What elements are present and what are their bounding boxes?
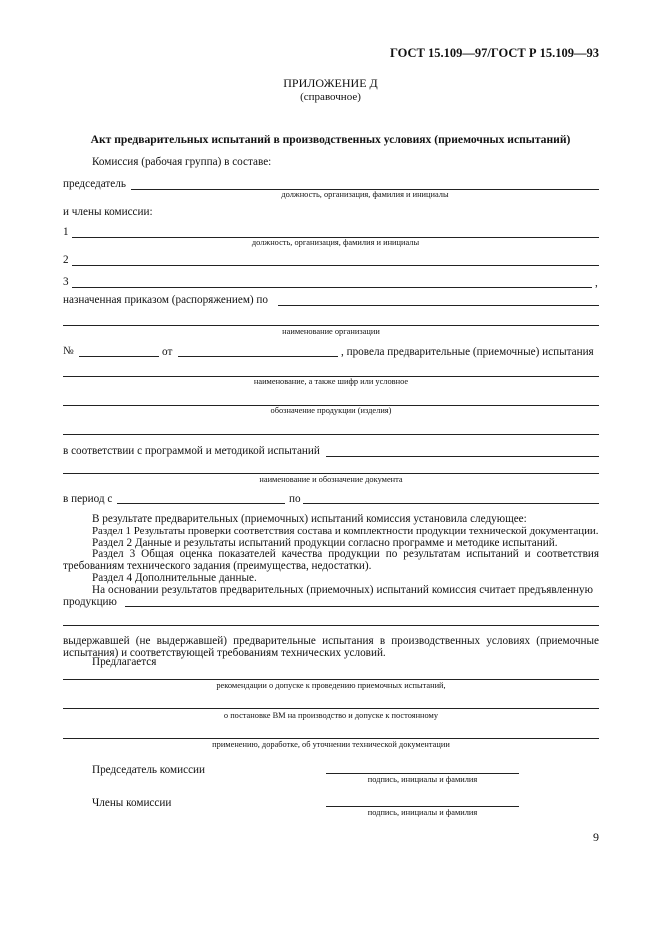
member-caption: должность, организация, фамилия и инициалы bbox=[251, 238, 420, 247]
number-line[interactable] bbox=[79, 356, 159, 357]
appendix-title: ПРИЛОЖЕНИЕ Д bbox=[283, 76, 378, 90]
section-1: Раздел 1 Результаты проверки соответствия состава и комплектности продукции технической документации. bbox=[92, 525, 599, 537]
program-label: в соответствии с программой и методикой испытаний bbox=[63, 445, 320, 457]
section-3: Раздел 3 Общая оценка показателей качества продукции по результатам испытаний и соответствия требованиям технического задания (преимущества, недостатки). bbox=[63, 548, 599, 573]
commission-intro: Комиссия (рабочая группа) в составе: bbox=[92, 156, 272, 168]
section-2: Раздел 2 Данные и результаты испытаний продукции согласно программе и методике испытаний. bbox=[92, 537, 558, 549]
appendix-subtitle: (справочное) bbox=[300, 91, 361, 103]
rec-caption: рекомендации о допуске к проведению приемочных испытаний, bbox=[216, 681, 446, 690]
chairman-caption: должность, организация, фамилия и инициалы bbox=[281, 190, 449, 199]
standard-code: ГОСТ 15.109—97/ГОСТ Р 15.109—93 bbox=[390, 46, 599, 60]
appointed-line[interactable] bbox=[278, 305, 599, 306]
prod-caption: о постановке ВМ на производство и допуске к постоянному bbox=[223, 711, 439, 720]
product-conclusion-line[interactable] bbox=[125, 606, 599, 607]
members-signature-line[interactable] bbox=[326, 806, 519, 807]
period-to-label: по bbox=[289, 493, 301, 505]
page-number: 9 bbox=[593, 830, 599, 844]
results-intro: В результате предварительных (приемочных) испытаний комиссия установила следующее: bbox=[92, 513, 527, 525]
member-1-number: 1 bbox=[63, 226, 69, 238]
members-signature-caption: подпись, инициалы и фамилия bbox=[367, 808, 478, 817]
doc-caption: наименование и обозначение документа bbox=[259, 475, 403, 484]
product-caption: обозначение продукции (изделия) bbox=[270, 406, 392, 415]
section-4: Раздел 4 Дополнительные данные. bbox=[92, 572, 257, 584]
program-line[interactable] bbox=[326, 456, 599, 457]
chairman-label: председатель bbox=[63, 178, 126, 190]
member-2-line[interactable] bbox=[72, 265, 599, 266]
document-line[interactable] bbox=[63, 473, 599, 474]
member-3-number: 3 bbox=[63, 276, 69, 288]
passed-text: выдержавшей (не выдержавшей) предварительные испытания в производственных условиях (приемочные испытания) и соответствующей требованиям технических условий. bbox=[63, 635, 599, 660]
members-label: и члены комиссии: bbox=[63, 206, 153, 218]
from-label: от bbox=[162, 346, 173, 358]
members-signature-label: Члены комиссии bbox=[92, 797, 172, 809]
org-caption: наименование организации bbox=[282, 327, 380, 336]
production-line[interactable] bbox=[63, 708, 599, 709]
date-line[interactable] bbox=[178, 356, 338, 357]
conducted-label: , провела предварительные (приемочные) испытания bbox=[341, 346, 594, 358]
proposed-label: Предлагается bbox=[92, 656, 157, 668]
extra-line[interactable] bbox=[63, 434, 599, 435]
conclusion-text: На основании результатов предварительных (приемочных) испытаний комиссия считает предъявленную продукцию bbox=[63, 584, 593, 609]
member-2-number: 2 bbox=[63, 254, 69, 266]
member-3-line[interactable] bbox=[72, 287, 592, 288]
org-line[interactable] bbox=[63, 325, 599, 326]
recommendation-line[interactable] bbox=[63, 679, 599, 680]
appointed-label: назначенная приказом (распоряжением) по bbox=[63, 294, 269, 306]
chairman-signature-line[interactable] bbox=[326, 773, 519, 774]
chairman-signature-caption: подпись, инициалы и фамилия bbox=[367, 775, 478, 784]
act-title: Акт предварительных испытаний в производственных условиях (приемочных испытаний) bbox=[90, 133, 571, 146]
period-label: в период с bbox=[63, 493, 113, 505]
conclusion-extra-line[interactable] bbox=[63, 625, 599, 626]
period-end-line[interactable] bbox=[303, 503, 599, 504]
number-label: № bbox=[63, 345, 74, 357]
use-caption: применению, доработке, об уточнении технической документации bbox=[212, 740, 450, 749]
period-start-line[interactable] bbox=[117, 503, 285, 504]
chairman-signature-label: Председатель комиссии bbox=[92, 764, 206, 776]
member-3-comma: , bbox=[595, 277, 598, 289]
name-caption: наименование, а также шифр или условное bbox=[253, 377, 409, 386]
usage-line[interactable] bbox=[63, 738, 599, 739]
